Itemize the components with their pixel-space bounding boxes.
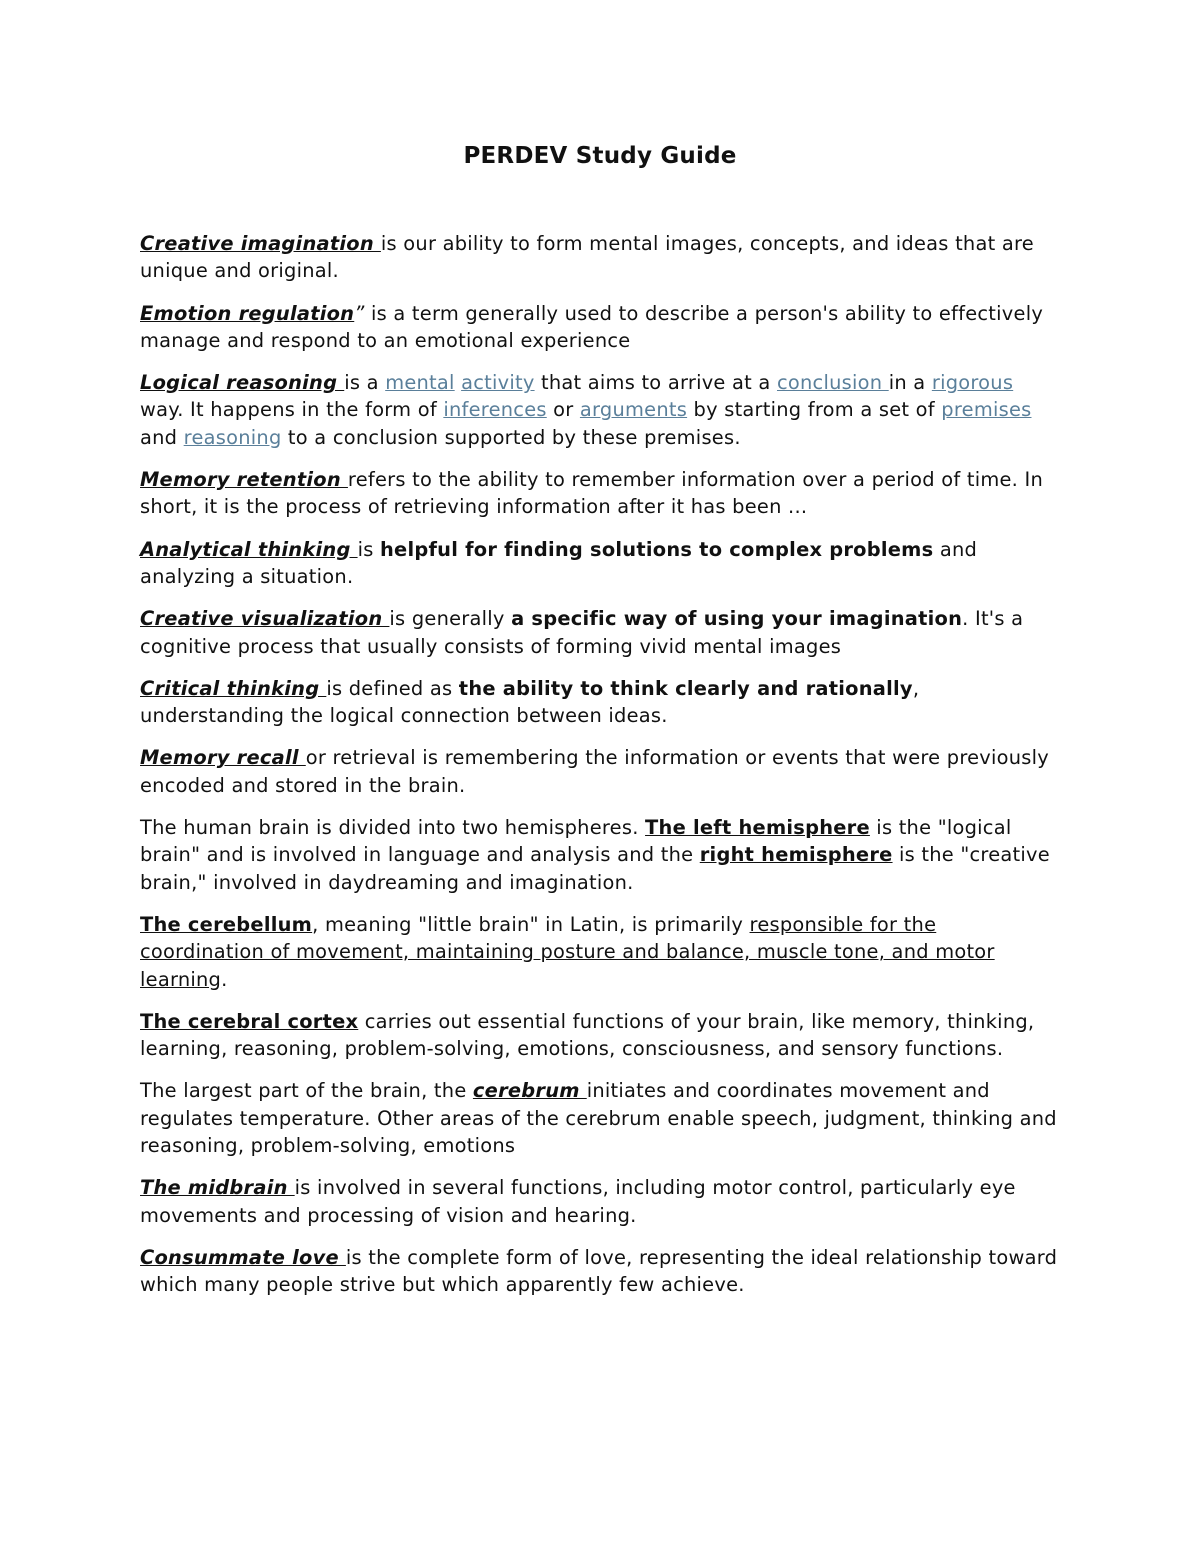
document-title: PERDEV Study Guide: [463, 143, 737, 169]
text-run: , understanding the logical connection between ideas.: [140, 676, 920, 728]
text-run: is: [357, 537, 380, 561]
paragraph-memory-recall: [140, 744, 1060, 799]
text-run: by starting from a set of: [687, 398, 942, 422]
text-run: is the "creative brain," involved in daydreaming and imagination.: [140, 843, 1050, 894]
paragraph-memory-retention: [140, 466, 1060, 521]
term: The cerebral cortex: [140, 1009, 359, 1033]
term: cerebrum: [472, 1079, 587, 1103]
text-run: . It's a cognitive process that usually consists of forming vivid mental images: [140, 607, 1024, 658]
text-run: is our ability to form mental images, concepts, and ideas that are unique and original.: [140, 232, 1034, 283]
term: Consummate love: [140, 1245, 346, 1269]
text-run: is involved in several functions, including motor control, particularly eye movements and processing of vision and hearing.: [140, 1176, 1016, 1227]
text-run: way. It happens in the form of: [140, 398, 444, 422]
text-run: , meaning "little brain" in Latin, is primarily: [312, 912, 750, 936]
hyperlink[interactable]: arguments: [579, 398, 688, 422]
text-run: initiates and coordinates movement and regulates temperature. Other areas of the cerebrum enable speech, judgment, thinking and reasoning, problem-solving, emotions: [140, 1079, 1057, 1158]
term: Analytical thinking: [140, 537, 358, 561]
document-body: [140, 230, 1060, 1299]
hyperlink[interactable]: rigorous: [931, 371, 1014, 395]
term: Emotion regulation: [140, 301, 355, 325]
text-run: or: [546, 398, 580, 422]
paragraph-cerebrum: [140, 1077, 1060, 1159]
term: Critical thinking: [140, 676, 327, 700]
text-run: or retrieval is remembering the information or events that were previously encoded and stored in the brain.: [140, 746, 1050, 797]
term: Logical reasoning: [140, 371, 345, 395]
term: right hemisphere: [699, 843, 893, 867]
paragraph-cerebral-cortex: [140, 1008, 1060, 1063]
paragraph-creative-visualization: [140, 605, 1060, 660]
paragraph-creative-imagination: [140, 230, 1060, 285]
term: The cerebellum: [140, 912, 313, 936]
text-run: and: [140, 425, 184, 449]
term: Memory retention: [140, 468, 348, 492]
paragraph-emotion-regulation: [140, 300, 1060, 355]
emphasis: a specific way of using your imagination: [511, 607, 963, 631]
text-run: is defined as: [326, 676, 459, 700]
paragraph-logical-reasoning: [140, 369, 1060, 451]
text-run: that aims to arrive at a: [534, 371, 777, 395]
text-run: is the complete form of love, representing the ideal relationship toward which many people strive but which apparently few achieve.: [140, 1245, 1058, 1297]
term: Creative imagination: [140, 232, 381, 255]
hyperlink[interactable]: inferences: [443, 398, 547, 422]
text-run: carries out essential functions of your brain, like memory, thinking, learning, reasoning, problem-solving, emotions, consciousness, and sensory functions.: [140, 1009, 1035, 1061]
text-run: to a conclusion supported by these premises.: [281, 425, 741, 449]
text-run: in a: [888, 371, 932, 395]
text-run: is the "logical brain" and is involved in language and analysis and the: [140, 816, 1012, 867]
hyperlink[interactable]: mental: [385, 371, 455, 395]
text-run: refers to the ability to remember information over a period of time. In short, it is the process of retrieving information after it has been ...: [140, 468, 1043, 519]
text-run: The largest part of the brain, the: [140, 1079, 473, 1103]
text-run: .: [221, 967, 228, 991]
paragraph-critical-thinking: [140, 675, 1060, 730]
paragraph-cerebellum: [140, 911, 1060, 993]
term: Creative visualization: [140, 607, 390, 631]
text-run: is generally: [389, 607, 512, 631]
paragraph-hemispheres: [140, 814, 1060, 896]
hyperlink[interactable]: conclusion: [776, 371, 889, 395]
text-run: and analyzing a situation.: [140, 537, 978, 588]
emphasis: the ability to think clearly and rationally: [458, 676, 913, 700]
text-run: ”: [354, 301, 365, 325]
paragraph-midbrain: [140, 1174, 1060, 1229]
text-run: is a term generally used to describe a person's ability to effectively manage and respond to an emotional experience: [140, 301, 1044, 352]
term: Memory recall: [140, 746, 306, 770]
emphasis: helpful for finding solutions to complex problems: [379, 537, 934, 561]
paragraph-analytical-thinking: [140, 536, 1060, 591]
hyperlink[interactable]: premises: [941, 398, 1032, 422]
hyperlink[interactable]: activity: [461, 371, 535, 395]
text-run: is a: [344, 371, 386, 395]
term: The midbrain: [140, 1176, 295, 1200]
text-run: The human brain is divided into two hemispheres.: [140, 816, 646, 840]
hyperlink[interactable]: reasoning: [183, 425, 282, 449]
underlined-text: responsible for the coordination of movement, maintaining posture and balance, muscle tone, and motor learning: [140, 912, 995, 991]
paragraph-consummate-love: [140, 1244, 1060, 1299]
term: The left hemisphere: [645, 816, 870, 840]
